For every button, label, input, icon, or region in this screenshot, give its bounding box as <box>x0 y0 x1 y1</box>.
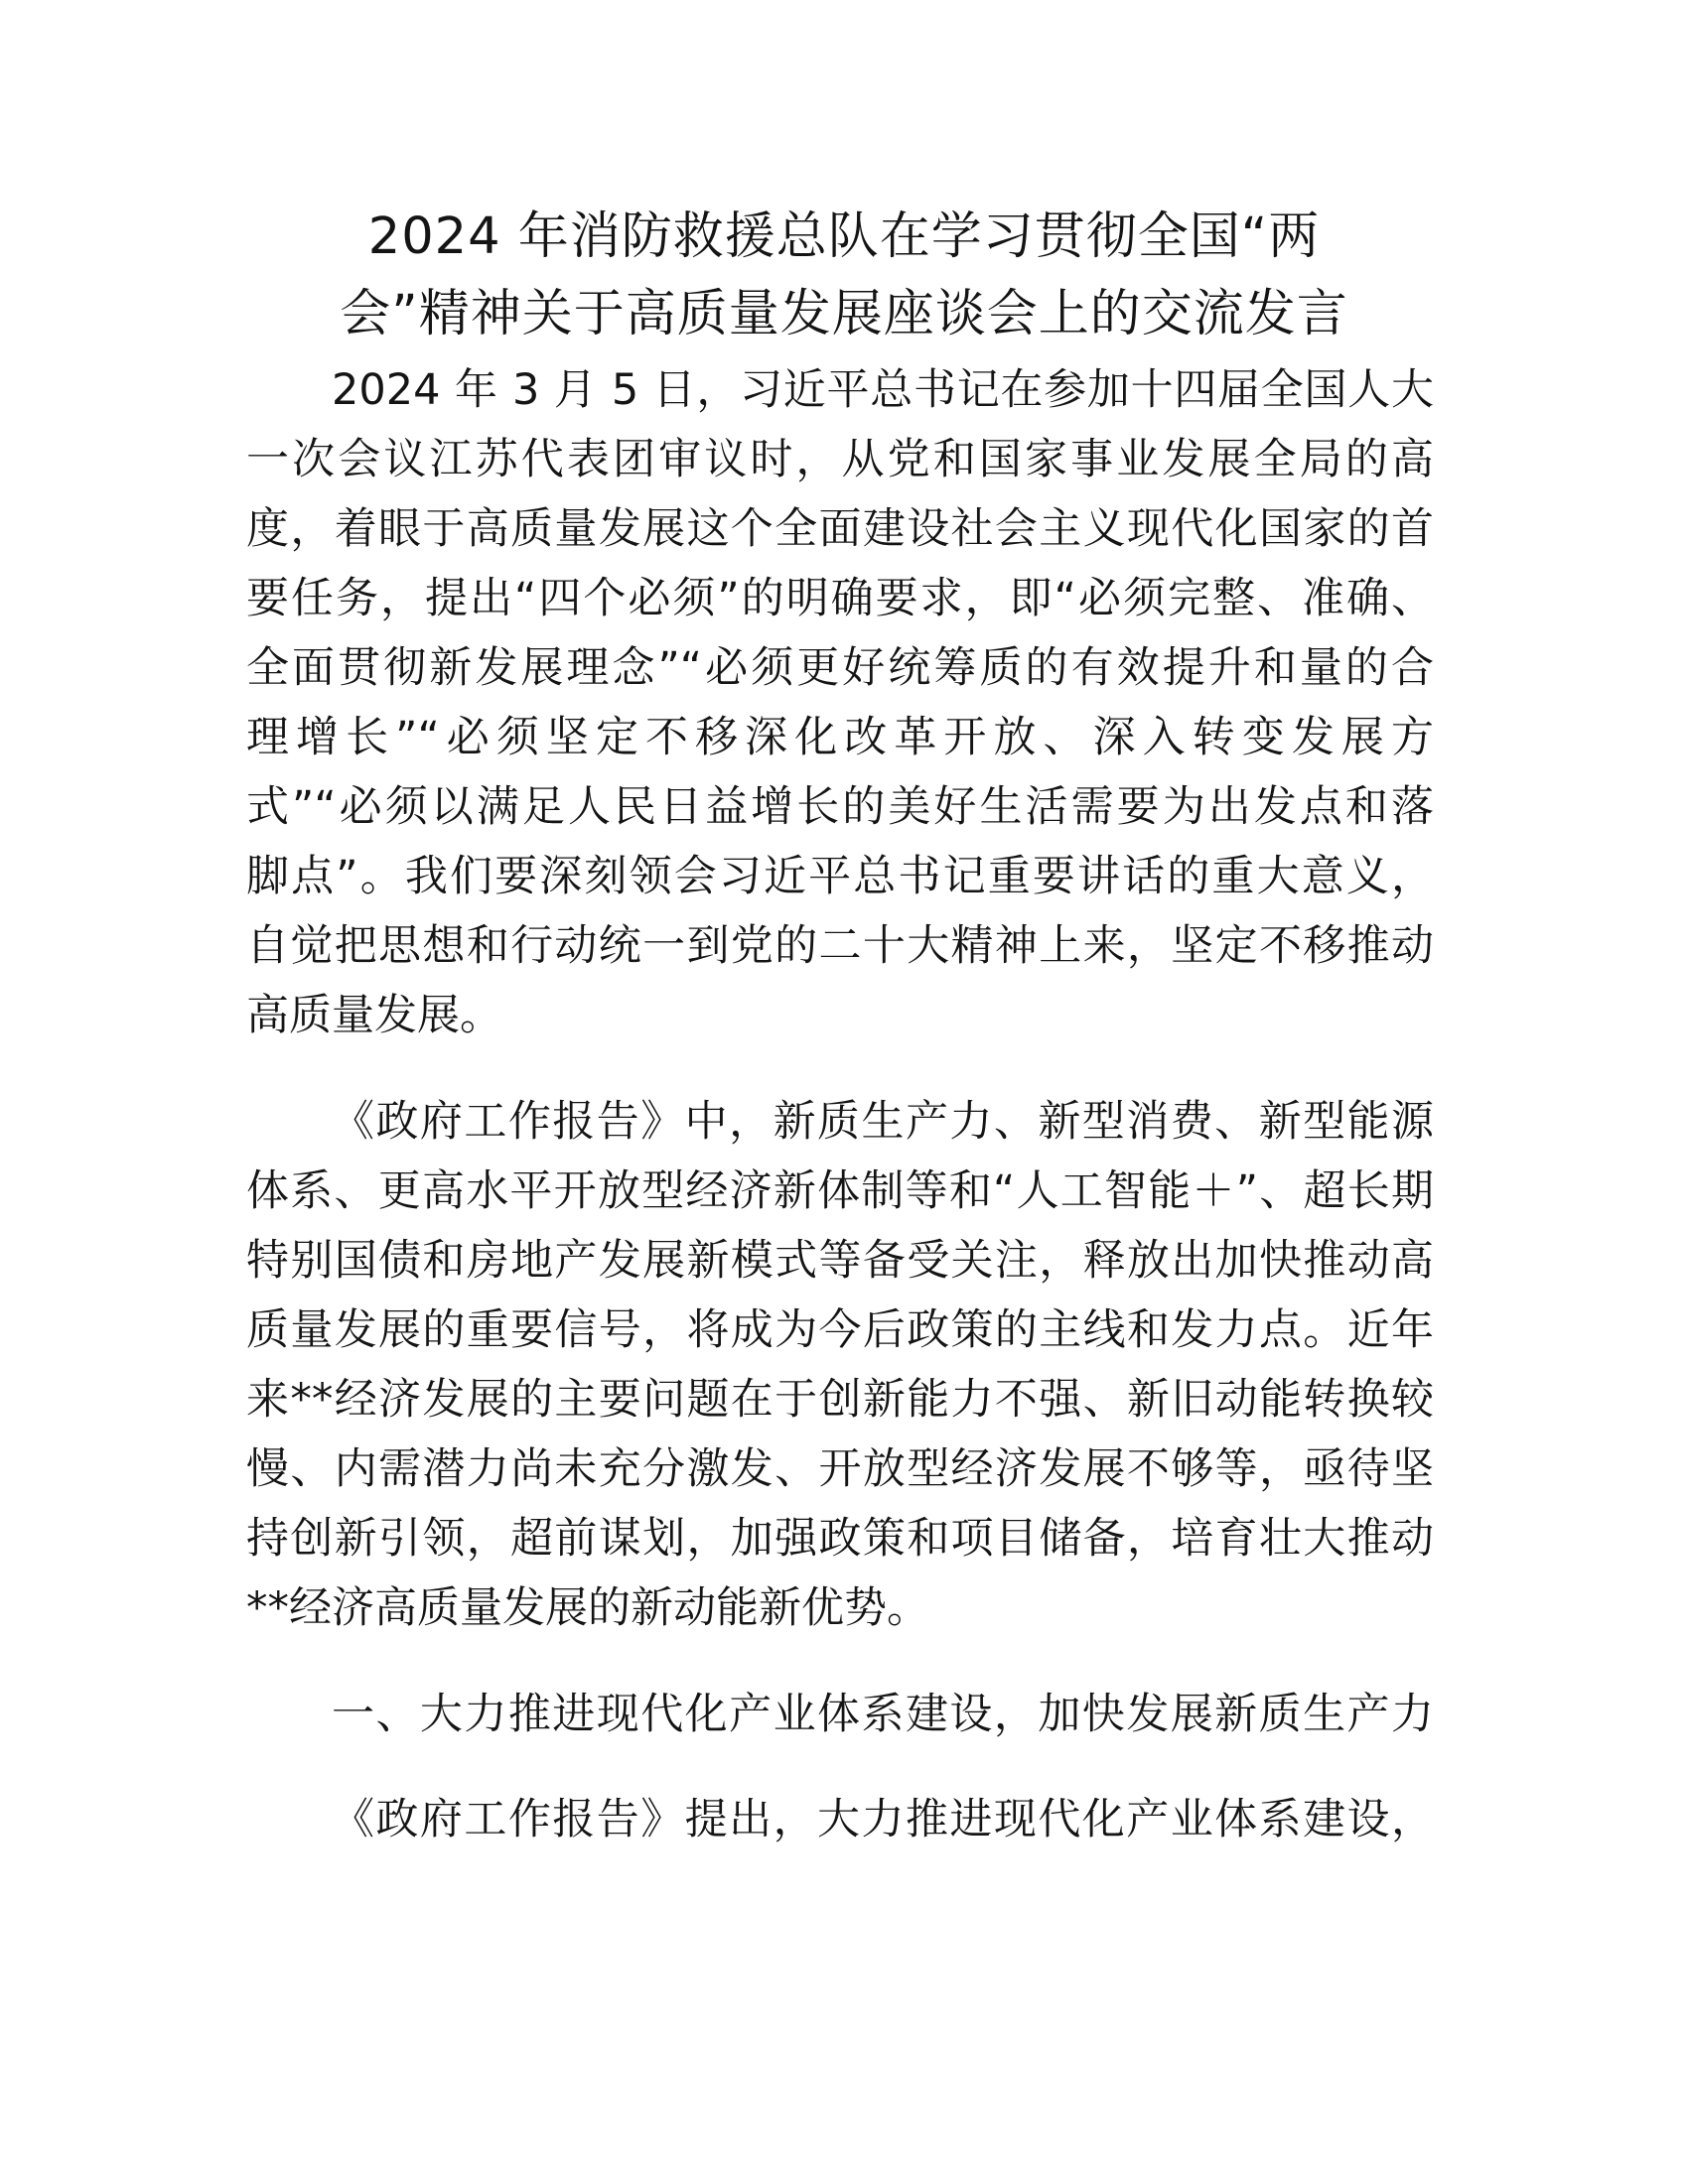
paragraph-1-line: 要任务，提出“四个必须”的明确要求，即“必须完整、准确、 <box>246 574 1434 623</box>
document-title-line-2: 会”精神关于高质量发展座谈会上的交流发言 <box>340 285 1348 343</box>
paragraph-1-line: 2024 年 3 月 5 日，习近平总书记在参加十四届全国人大 <box>332 365 1434 415</box>
paragraph-2-line: 特别国债和房地产发展新模式等备受关注，释放出加快推动高 <box>246 1236 1434 1286</box>
paragraph-2-line: 慢、内需潜力尚未充分激发、开放型经济发展不够等，亟待坚 <box>246 1444 1434 1494</box>
section-heading-1: 一、大力推进现代化产业体系建设，加快发展新质生产力 <box>332 1690 1434 1739</box>
paragraph-1-line: 高质量发展。 <box>246 991 502 1040</box>
paragraph-1-line: 全面贯彻新发展理念”“必须更好统筹质的有效提升和量的合 <box>246 643 1434 693</box>
paragraph-2-line: 来**经济发展的主要问题在于创新能力不强、新旧动能转换较 <box>246 1375 1434 1425</box>
paragraph-1-line: 度，着眼于高质量发展这个全面建设社会主义现代化国家的首 <box>246 504 1434 554</box>
paragraph-2-line: 体系、更高水平开放型经济新体制等和“人工智能＋”、超长期 <box>246 1166 1434 1216</box>
paragraph-2-line: **经济高质量发展的新动能新优势。 <box>246 1583 929 1633</box>
paragraph-3-line: 《政府工作报告》提出，大力推进现代化产业体系建设， <box>332 1795 1434 1844</box>
paragraph-1-line: 脚点”。我们要深刻领会习近平总书记重要讲话的重大意义， <box>246 852 1434 901</box>
paragraph-2-line: 质量发展的重要信号，将成为今后政策的主线和发力点。近年 <box>246 1305 1434 1355</box>
paragraph-1-line: 自觉把思想和行动统一到党的二十大精神上来，坚定不移推动 <box>246 921 1434 971</box>
document-title-line-1: 2024 年消防救援总队在学习贯彻全国“两 <box>367 207 1321 266</box>
paragraph-2-line: 持创新引领，超前谋划，加强政策和项目储备，培育壮大推动 <box>246 1514 1434 1564</box>
paragraph-2-line: 《政府工作报告》中，新质生产力、新型消费、新型能源 <box>332 1097 1434 1147</box>
paragraph-1-line: 一次会议江苏代表团审议时，从党和国家事业发展全局的高 <box>246 435 1434 484</box>
paragraph-1-line: 式”“必须以满足人民日益增长的美好生活需要为出发点和落 <box>246 782 1434 832</box>
paragraph-1-line: 理增长”“必须坚定不移深化改革开放、深入转变发展方 <box>246 713 1434 762</box>
